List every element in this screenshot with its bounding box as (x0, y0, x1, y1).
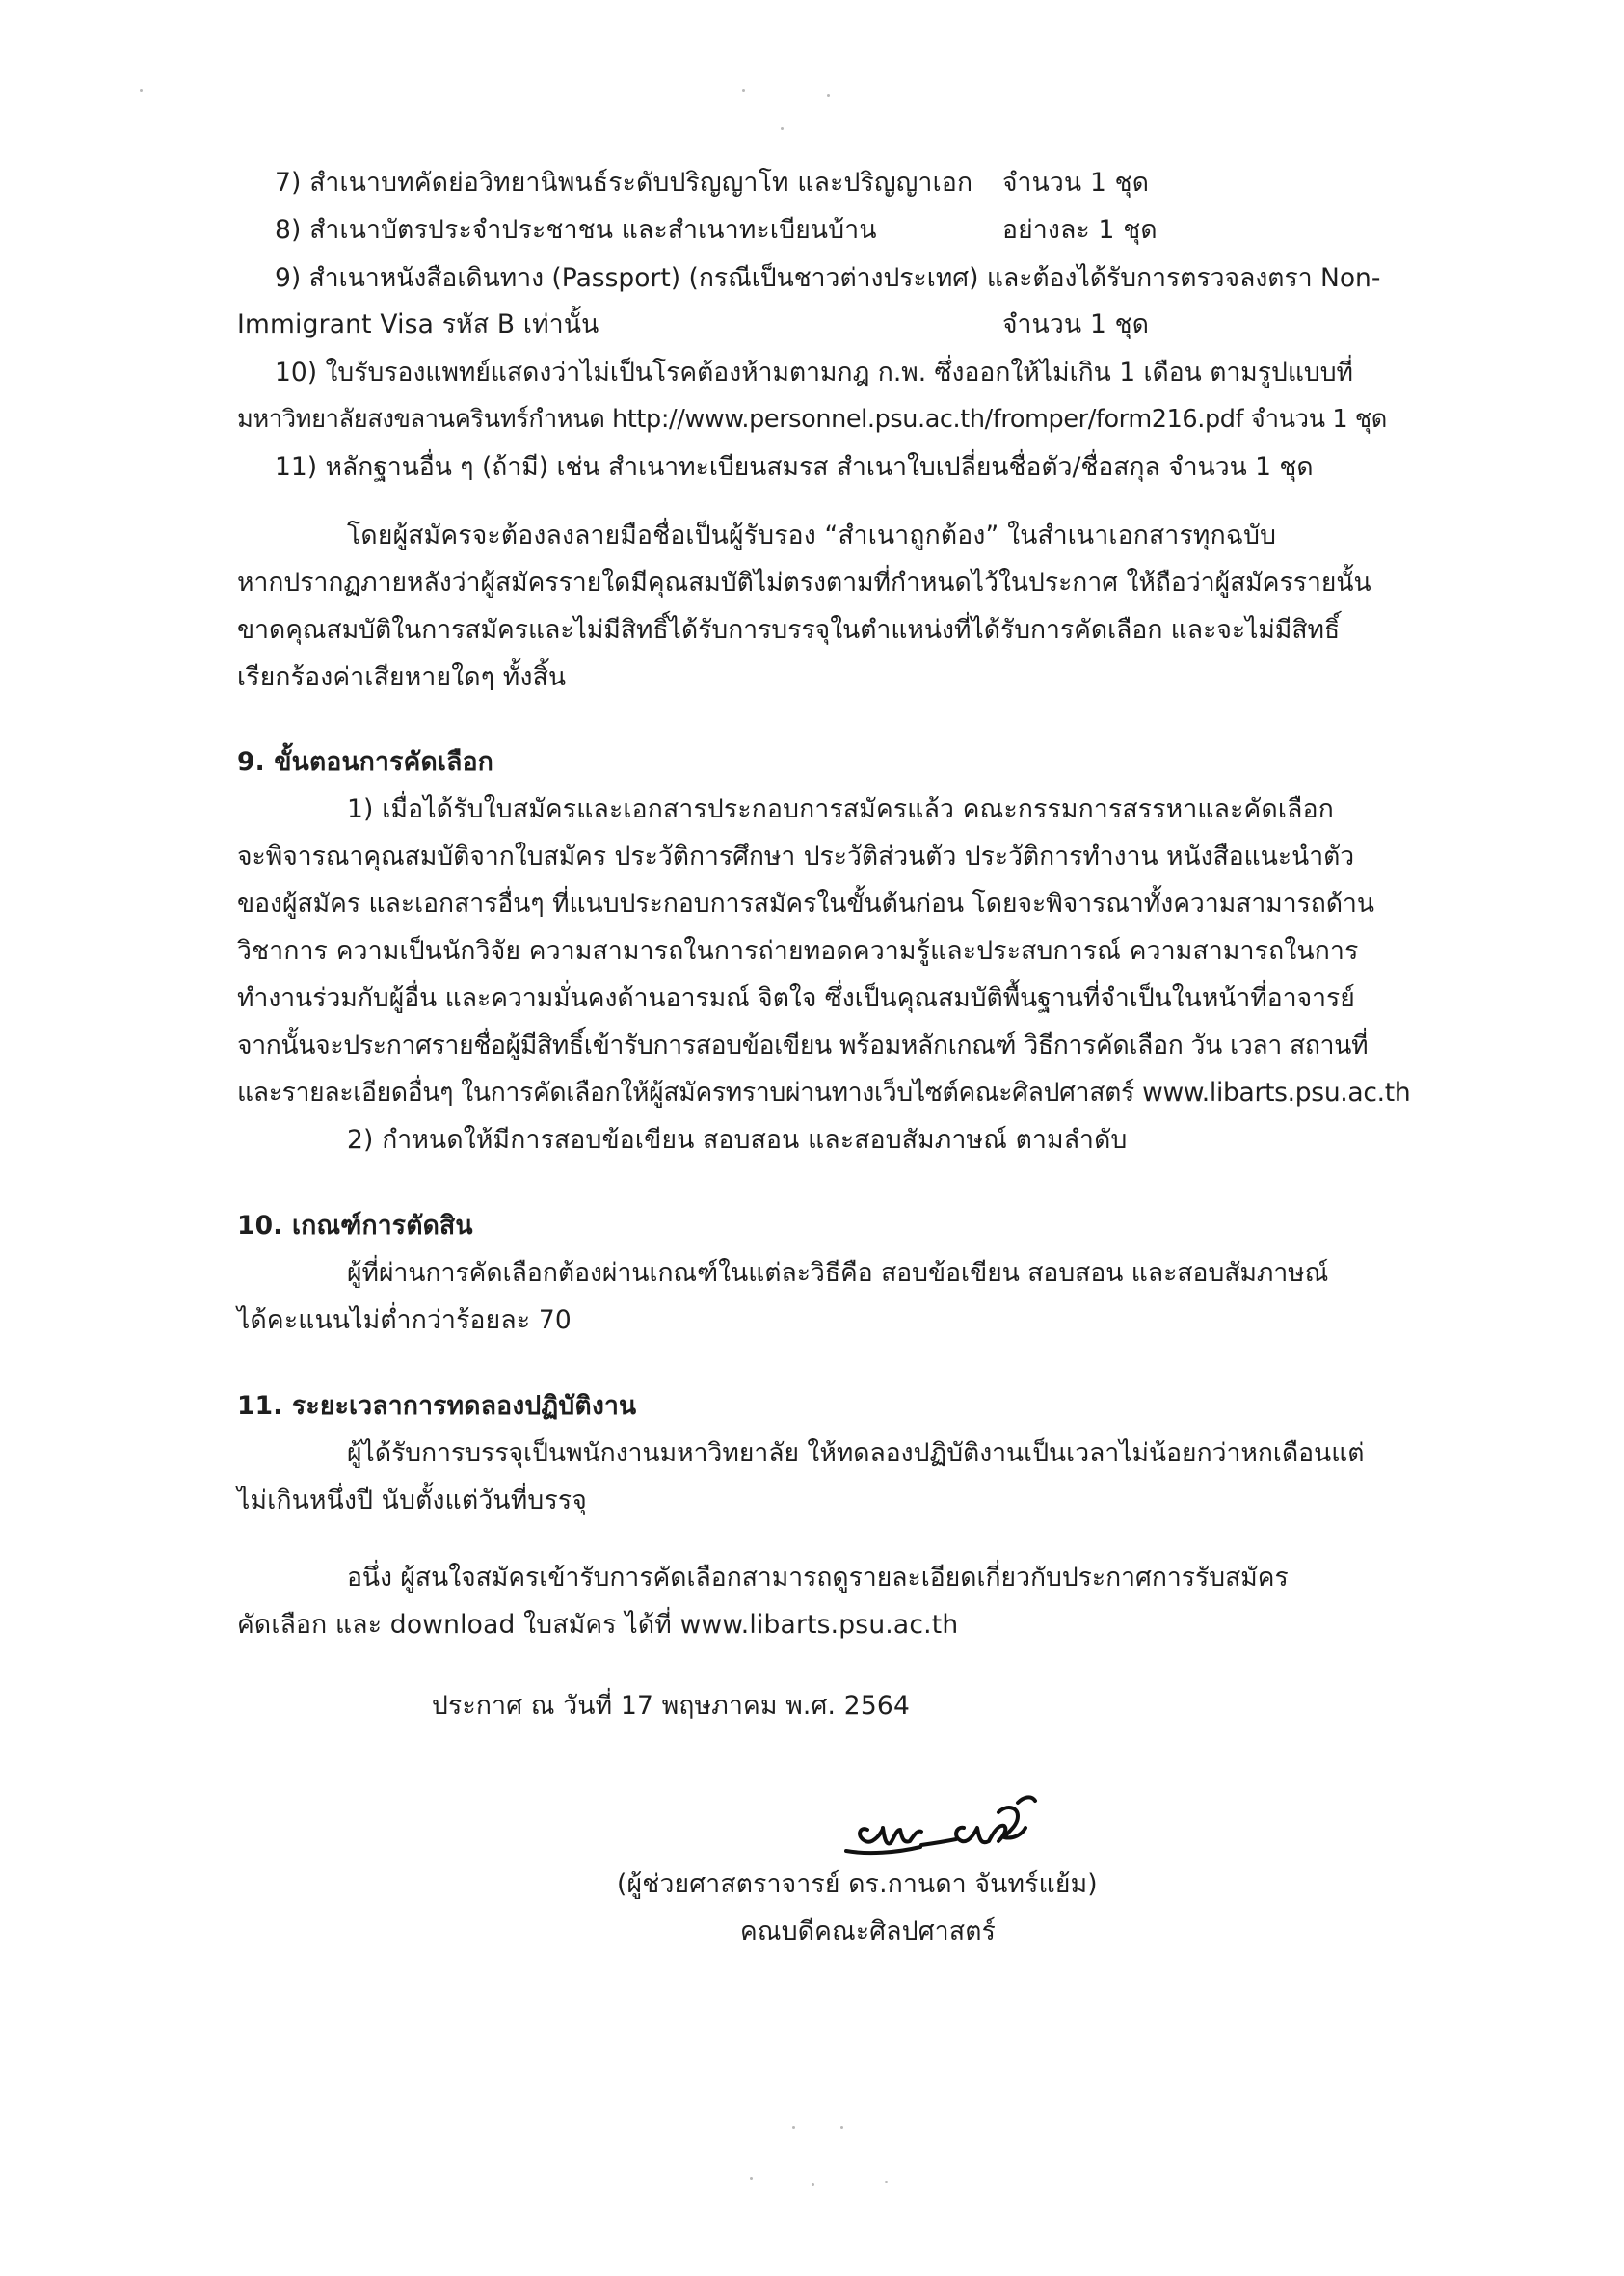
item-8-quantity: อย่างละ 1 ชุด (1002, 215, 1158, 245)
scan-speck (140, 89, 143, 92)
scan-speck (742, 89, 745, 92)
section-10-line-1: ผู้ที่ผ่านการคัดเลือกต้องผ่านเกณฑ์ในแต่ละวิธีคือ สอบข้อเขียน สอบสอน และสอบสัมภาษณ์ (347, 1258, 1329, 1288)
scan-speck (885, 2181, 888, 2183)
section-11-line-1: ผู้ได้รับการบรรจุเป็นพนักงานมหาวิทยาลัย ให้ทดลองปฏิบัติงานเป็นเวลาไม่น้อยกว่าหกเดือนแต่ (347, 1438, 1365, 1468)
certify-line-3: ขาดคุณสมบัติในการสมัครและไม่มีสิทธิ์ได้รับการบรรจุในตำแหน่งที่ได้รับการคัดเลือก และจะไม่มีสิทธิ์ (237, 615, 1341, 645)
item-8-text: 8) สำเนาบัตรประจำประชาชน และสำเนาทะเบียนบ้าน (275, 215, 877, 245)
certify-line-1: โดยผู้สมัครจะต้องลงลายมือชื่อเป็นผู้รับรอง “สำเนาถูกต้อง” ในสำเนาเอกสารทุกฉบับ (347, 521, 1277, 550)
scan-speck (812, 2183, 814, 2186)
scan-speck (840, 2126, 843, 2129)
section-11-line-2: ไม่เกินหนึ่งปี นับตั้งแต่วันที่บรรจุ (237, 1486, 588, 1515)
item-11-text: 11) หลักฐานอื่น ๆ (ถ้ามี) เช่น สำเนาทะเบียนสมรส สำเนาใบเปลี่ยนชื่อตัว/ชื่อสกุล จำนวน 1 ชุด (275, 452, 1314, 482)
section-9-para-line: และรายละเอียดอื่นๆ ในการคัดเลือกให้ผู้สมัครทราบผ่านทางเว็บไซต์คณะศิลปศาสตร์ www.libarts.psu.ac.th (237, 1078, 1411, 1108)
certify-line-2: หากปรากฏภายหลังว่าผู้สมัครรายใดมีคุณสมบัติไม่ตรงตามที่กำหนดไว้ในประกาศ ให้ถือว่าผู้สมัครรายนั้น (237, 568, 1371, 598)
closing-line-2: คัดเลือก และ download ใบสมัคร ได้ที่ www.libarts.psu.ac.th (237, 1610, 959, 1640)
item-9-line-1: 9) สำเนาหนังสือเดินทาง (Passport) (กรณีเป็นชาวต่างประเทศ) และต้องได้รับการตรวจลงตรา Non- (275, 263, 1381, 293)
section-9-heading: 9. ขั้นตอนการคัดเลือก (237, 747, 493, 777)
section-10-heading: 10. เกณฑ์การตัดสิน (237, 1211, 473, 1241)
signer-title: คณบดีคณะศิลปศาสตร์ (740, 1916, 997, 1946)
section-9-para-line: จะพิจารณาคุณสมบัติจากใบสมัคร ประวัติการศึกษา ประวัติส่วนตัว ประวัติการทำงาน หนังสือแนะนำตัว (237, 842, 1355, 871)
signer-name: (ผู้ช่วยศาสตราจารย์ ดร.กานดา จันทร์แย้ม) (617, 1869, 1098, 1899)
scan-speck (827, 94, 830, 97)
announcement-date: ประกาศ ณ วันที่ 17 พฤษภาคม พ.ศ. 2564 (432, 1691, 911, 1721)
item-10-line-2: มหาวิทยาลัยสงขลานครินทร์กำหนด http://www.personnel.psu.ac.th/fromper/form216.pdf จำนวน 1 ชุด (237, 405, 1387, 434)
section-9-para-line: 1) เมื่อได้รับใบสมัครและเอกสารประกอบการสมัครแล้ว คณะกรรมการสรรหาและคัดเลือก (347, 794, 1334, 824)
section-11-heading: 11. ระยะเวลาการทดลองปฏิบัติงาน (237, 1391, 637, 1421)
item-7-text: 7) สำเนาบทคัดย่อวิทยานิพนธ์ระดับปริญญาโท และปริญญาเอก (275, 168, 973, 198)
section-9-point-2: 2) กำหนดให้มีการสอบข้อเขียน สอบสอน และสอบสัมภาษณ์ ตามลำดับ (347, 1125, 1128, 1155)
section-9-para-line: วิชาการ ความเป็นนักวิจัย ความสามารถในการถ่ายทอดความรู้และประสบการณ์ ความสามารถในการ (237, 936, 1359, 966)
item-10-line-1: 10) ใบรับรองแพทย์แสดงว่าไม่เป็นโรคต้องห้ามตามกฎ ก.พ. ซึ่งออกให้ไม่เกิน 1 เดือน ตามรูปแบบที่ (275, 358, 1354, 388)
certify-line-4: เรียกร้องค่าเสียหายใดๆ ทั้งสิ้น (237, 662, 567, 692)
item-9-quantity: จำนวน 1 ชุด (1002, 309, 1150, 339)
closing-line-1: อนึ่ง ผู้สนใจสมัครเข้ารับการคัดเลือกสามารถดูรายละเอียดเกี่ยวกับประกาศการรับสมัคร (347, 1563, 1289, 1593)
section-10-line-2: ได้คะแนนไม่ต่ำกว่าร้อยละ 70 (237, 1305, 572, 1335)
section-9-para-line: จากนั้นจะประกาศรายชื่อผู้มีสิทธิ์เข้ารับการสอบข้อเขียน พร้อมหลักเกณฑ์ วิธีการคัดเลือก วัน เวลา สถานที่ (237, 1031, 1369, 1060)
item-7-quantity: จำนวน 1 ชุด (1002, 168, 1150, 198)
scan-speck (781, 127, 784, 130)
section-9-para-line: ของผู้สมัคร และเอกสารอื่นๆ ที่แนบประกอบการสมัครในขั้นต้นก่อน โดยจะพิจารณาทั้งความสามารถด้าน (237, 889, 1375, 919)
section-9-para-line: ทำงานร่วมกับผู้อื่น และความมั่นคงด้านอารมณ์ จิตใจ ซึ่งเป็นคุณสมบัติพื้นฐานที่จำเป็นในหน้าที่อาจารย์ (237, 983, 1355, 1013)
scan-speck (750, 2177, 753, 2180)
item-9-line-2: Immigrant Visa รหัส B เท่านั้น (237, 309, 599, 339)
scan-speck (792, 2126, 795, 2129)
signature-icon (829, 1783, 1079, 1880)
